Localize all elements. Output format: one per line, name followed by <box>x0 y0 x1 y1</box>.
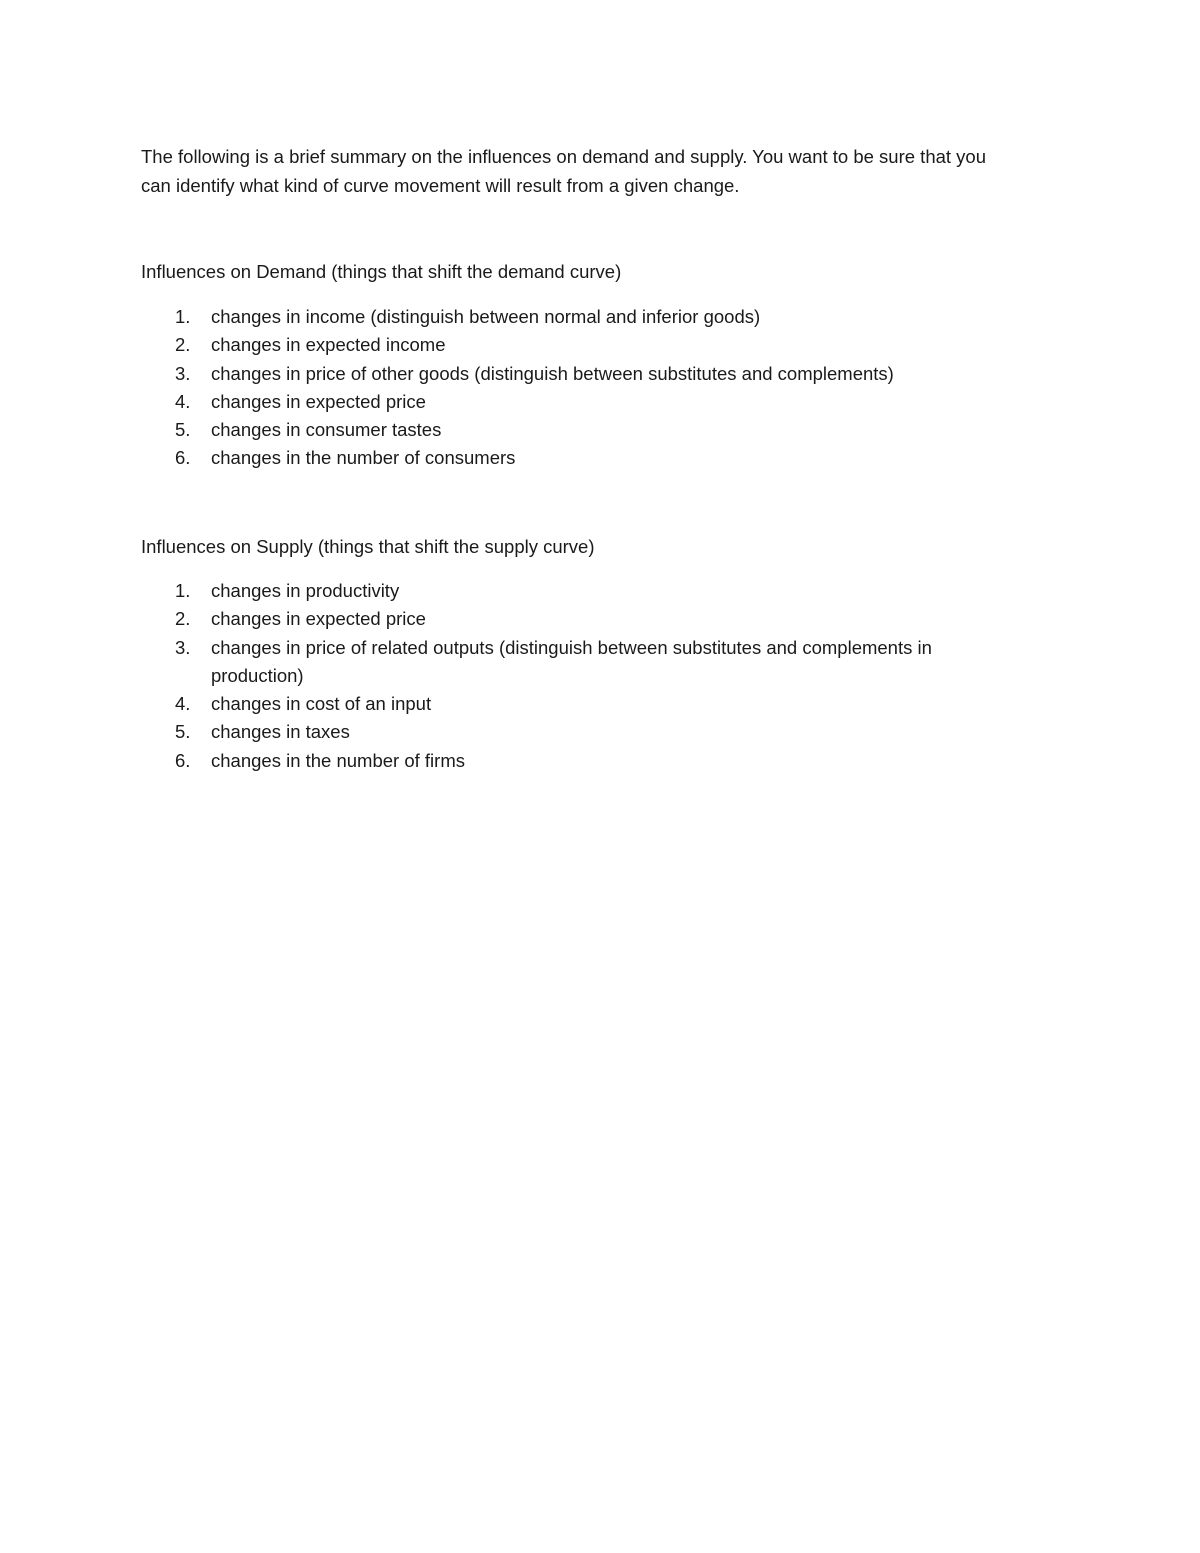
list-item-text: changes in taxes <box>211 721 350 743</box>
list-item-text: changes in consumer tastes <box>211 419 442 441</box>
list-item <box>141 388 1021 416</box>
list-number: 5. <box>175 721 191 743</box>
list-number: 4. <box>175 390 191 412</box>
list-item-text: changes in expected income <box>211 334 446 356</box>
list-item <box>141 718 1021 746</box>
list-item-text: changes in the number of consumers <box>211 447 516 469</box>
list-number: 3. <box>175 362 191 384</box>
list-item <box>141 634 1021 691</box>
list-item-text: changes in productivity <box>211 580 400 601</box>
list-number: 6. <box>175 447 191 469</box>
list-item-text: changes in expected price <box>211 390 426 412</box>
list-item <box>141 605 1021 633</box>
list-number: 4. <box>175 693 191 715</box>
supply-heading: Influences on Supply (things that shift the supply curve) <box>141 536 595 557</box>
list-item-text: changes in income (distinguish between normal and inferior goods) <box>211 306 761 327</box>
list-item-text: changes in cost of an input <box>211 693 432 715</box>
intro-line-1: The following is a brief summary on the influences on demand and supply. You want to be sure that you <box>141 146 987 167</box>
list-item <box>141 747 1021 775</box>
list-item-text: changes in expected price <box>211 608 426 630</box>
list-item-text: changes in price of related outputs (distinguish between substitutes and complements in production) <box>211 636 932 686</box>
demand-list <box>141 303 1021 473</box>
supply-list <box>141 577 1021 775</box>
list-number: 1. <box>175 580 191 601</box>
list-number: 1. <box>175 306 191 327</box>
list-number: 3. <box>175 636 191 658</box>
list-item <box>141 577 1021 605</box>
intro-paragraph <box>141 143 1071 200</box>
list-number: 5. <box>175 419 191 441</box>
list-item-text: changes in price of other goods (distinguish between substitutes and complements) <box>211 362 894 384</box>
list-item <box>141 416 1021 444</box>
list-item <box>141 303 1021 331</box>
list-number: 2. <box>175 334 191 356</box>
list-item <box>141 331 1021 359</box>
list-number: 6. <box>175 749 191 771</box>
list-item <box>141 444 1021 472</box>
list-item-text: changes in the number of firms <box>211 749 465 771</box>
list-item <box>141 360 1021 388</box>
list-item <box>141 690 1021 718</box>
list-number: 2. <box>175 608 191 630</box>
demand-heading: Influences on Demand (things that shift the demand curve) <box>141 261 622 282</box>
intro-line-2: can identify what kind of curve movement will result from a given change. <box>141 174 740 196</box>
